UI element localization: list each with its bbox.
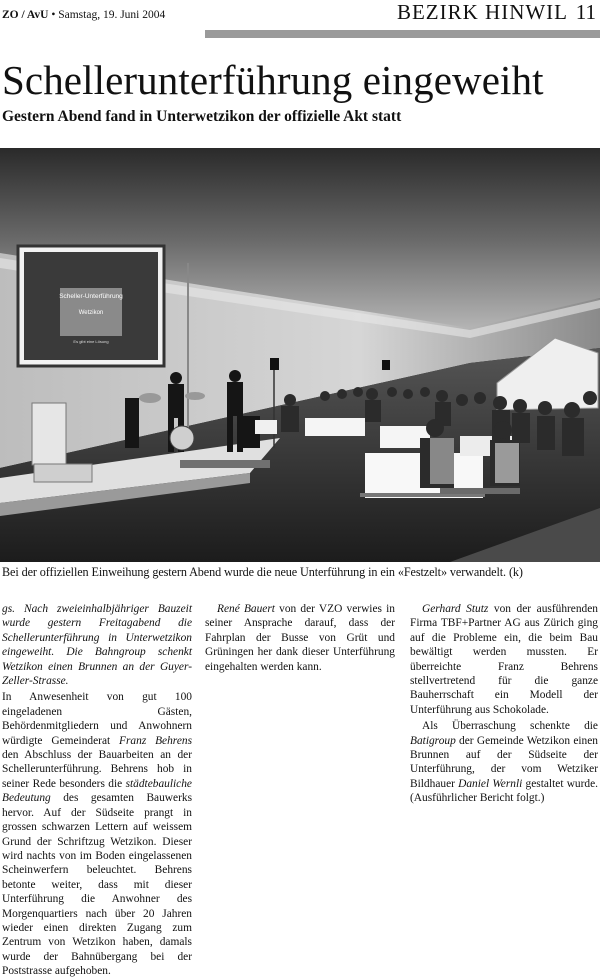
screen-subtitle: Wetzikon [78, 310, 104, 316]
issue-date: Samstag, 19. Juni 2004 [58, 9, 166, 21]
text-span: der Gemeinde Wetzikon einen Brunnen auf der Südseite der Unterführung, der vom Wetziker Bildhauer [410, 734, 598, 790]
text-span: In Anwesenheit von gut 100 eingeladenen Gästen, Behördenmitgliedern und Anwohnern würdigte Gemeinderat [2, 691, 192, 747]
article-column-2 [205, 602, 395, 818]
text-span: von der ausführenden Firma TBF+Partner AG aus Zürich ging auf die Probleme ein, die beim Bau bewältigt werden mussten. Er überreichte Franz Behrens stellvertretend für die ganze Bauherrschaft ein Modell der Unterführung aus Schokolade. [410, 603, 599, 716]
text-span: gestaltet wurde. (Ausführlicher Bericht folgt.) [410, 777, 599, 805]
article-column-1 [2, 602, 193, 978]
event-photo [0, 148, 600, 562]
text-span: Als Überraschung schenkte die [422, 720, 598, 733]
person-name: Daniel Wernli [458, 777, 523, 790]
person-name: Franz Behrens [119, 734, 193, 747]
body-paragraph-1 [2, 690, 192, 978]
body-paragraph-3 [410, 602, 598, 717]
subheadline: Gestern Abend fand in Unterwetzikon der offizielle Akt statt [2, 108, 402, 125]
masthead [0, 0, 600, 40]
company-name: Batigroup [410, 734, 456, 747]
person-name: Gerhard Stutz [422, 603, 489, 615]
text-span: des gesamten Bauwerks hervor. Auf der Südseite prangt in grossen schwarzen Lettern auf weissem Grund der Schriftzug Wetzikon. Dieser wird nachts von im Boden eingelassenen Scheinwerfern beleuchtet. Behrens betonte weiter, dass mit dieser Unterführung die Anwohner des Morgenquartiers nach über 20 Jahren wieder einen direkten Zugang zum Zentrum von Wetzikon haben, damals wurde der Bahnübergang bei der Poststrasse aufgehoben. [2, 792, 192, 978]
screen-footer: Es gibt eine Lösung [73, 339, 109, 344]
lead-paragraph: gs. Nach zweieinhalbjähriger Bauzeit wurde gestern Freitagabend die Schellerunterführung in Unterwetzikon eingeweiht. Die Bahngroup schenkt Wetzikon einen Brunnen an der Guyer-Zeller-Strasse. [2, 603, 192, 688]
paper-date-line: ZO / AvU • Samstag, 19. Juni 2004 [2, 9, 166, 21]
person-name: René Bauert [217, 603, 275, 615]
photo-caption: Bei der offiziellen Einweihung gestern Abend wurde die neue Unterführung in ein «Festzelt» verwandelt. (k) [2, 565, 523, 579]
text-span: den Abschluss der Bauarbeiten an der Schellerunterführung. Behrens hob in seiner Rede besonders die [2, 749, 192, 790]
emphasis: städtebauliche Bedeutung [2, 777, 192, 805]
header-rule [205, 30, 600, 38]
body-paragraph-2 [205, 602, 395, 674]
page-number: 11 [575, 0, 596, 24]
article-column-3 [410, 602, 598, 818]
headline: Schellerunterführung eingeweiht [2, 57, 544, 103]
paper-name: ZO / AvU [2, 9, 49, 21]
body-paragraph-4 [410, 719, 598, 805]
text-span: von der VZO verwies in seiner Ansprache darauf, dass der Fahrplan der Busse von Grüt und Grüningen her dank dieser Unterführung eingehalten werden kann. [205, 603, 395, 673]
screen-title: Scheller-Unterführung [59, 293, 123, 300]
section-title: BEZIRK HINWIL [396, 0, 568, 24]
